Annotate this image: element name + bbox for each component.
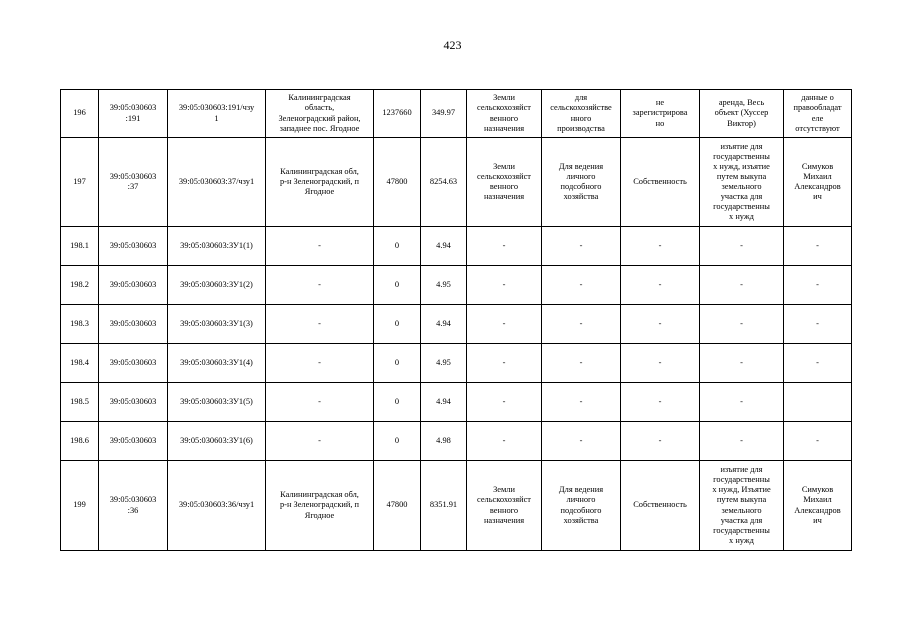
right-holder-cell: - — [784, 305, 852, 344]
cadastral-block-cell: 39:05:030603 :36 — [99, 461, 168, 551]
cadastral-block-cell: 39:05:030603 :37 — [99, 138, 168, 227]
part-area-cell: 4.94 — [421, 383, 467, 422]
total-area-cell: 0 — [374, 344, 421, 383]
cadastral-block-cell: 39:05:030603 — [99, 266, 168, 305]
table-row — [61, 227, 852, 266]
encumbrance-cell: аренда, Весь объект (Хуссер Виктор) — [700, 90, 784, 138]
encumbrance-cell: - — [700, 305, 784, 344]
address-cell: - — [266, 383, 374, 422]
right-type-cell: не зарегистрирова но — [621, 90, 700, 138]
cadastral-block-cell: 39:05:030603 — [99, 305, 168, 344]
part-area-cell: 4.98 — [421, 422, 467, 461]
right-holder-cell: - — [784, 344, 852, 383]
part-area-cell: 4.95 — [421, 266, 467, 305]
total-area-cell: 0 — [374, 422, 421, 461]
encumbrance-cell: - — [700, 383, 784, 422]
cadastral-number-cell: 39:05:030603:ЗУ1(5) — [168, 383, 266, 422]
row-number-cell: 196 — [61, 90, 99, 138]
permitted-use-cell: Для ведения личного подсобного хозяйства — [542, 138, 621, 227]
land-category-cell: - — [467, 266, 542, 305]
right-type-cell: - — [621, 227, 700, 266]
permitted-use-cell: - — [542, 344, 621, 383]
land-category-cell: - — [467, 305, 542, 344]
cadastral-number-cell: 39:05:030603:ЗУ1(6) — [168, 422, 266, 461]
address-cell: Калининградская обл, р-н Зеленоградский, п Ягодное — [266, 461, 374, 551]
part-area-cell: 4.95 — [421, 344, 467, 383]
right-holder-cell — [784, 383, 852, 422]
address-cell: - — [266, 422, 374, 461]
encumbrance-cell: - — [700, 227, 784, 266]
total-area-cell: 0 — [374, 383, 421, 422]
right-holder-cell: Симуков Михаил Александров ич — [784, 138, 852, 227]
row-number-cell: 197 — [61, 138, 99, 227]
table-body — [61, 90, 852, 551]
table-row — [61, 383, 852, 422]
right-holder-cell: - — [784, 266, 852, 305]
cadastral-number-cell: 39:05:030603:ЗУ1(1) — [168, 227, 266, 266]
part-area-cell: 8351.91 — [421, 461, 467, 551]
land-category-cell: Земли сельскохозяйст венного назначения — [467, 138, 542, 227]
right-holder-cell: данные о правообладат еле отсутствуют — [784, 90, 852, 138]
encumbrance-cell: изъятие для государственны х нужд, Изъятие путем выкупа земельного участка для государственны х нужд — [700, 461, 784, 551]
permitted-use-cell: - — [542, 305, 621, 344]
permitted-use-cell: для сельскохозяйстве нного производства — [542, 90, 621, 138]
total-area-cell: 0 — [374, 227, 421, 266]
cadastral-block-cell: 39:05:030603 — [99, 422, 168, 461]
total-area-cell: 47800 — [374, 461, 421, 551]
cadastral-number-cell: 39:05:030603:191/чзу 1 — [168, 90, 266, 138]
part-area-cell: 4.94 — [421, 227, 467, 266]
cadastral-block-cell: 39:05:030603 — [99, 344, 168, 383]
row-number-cell: 198.4 — [61, 344, 99, 383]
permitted-use-cell: - — [542, 227, 621, 266]
address-cell: - — [266, 266, 374, 305]
right-type-cell: Собственность — [621, 461, 700, 551]
land-category-cell: Земли сельскохозяйст венного назначения — [467, 90, 542, 138]
cadastral-block-cell: 39:05:030603 — [99, 227, 168, 266]
cadastral-block-cell: 39:05:030603 :191 — [99, 90, 168, 138]
land-category-cell: - — [467, 227, 542, 266]
row-number-cell: 198.6 — [61, 422, 99, 461]
row-number-cell: 198.3 — [61, 305, 99, 344]
cadastral-number-cell: 39:05:030603:36/чзу1 — [168, 461, 266, 551]
permitted-use-cell: - — [542, 422, 621, 461]
part-area-cell: 8254.63 — [421, 138, 467, 227]
right-type-cell: - — [621, 305, 700, 344]
page-number: 423 — [443, 38, 462, 52]
address-cell: - — [266, 344, 374, 383]
cadastral-number-cell: 39:05:030603:ЗУ1(2) — [168, 266, 266, 305]
table-row — [61, 344, 852, 383]
address-cell: Калининградская область, Зеленоградский район, западнее пос. Ягодное — [266, 90, 374, 138]
encumbrance-cell: - — [700, 422, 784, 461]
part-area-cell: 4.94 — [421, 305, 467, 344]
right-holder-cell: Симуков Михаил Александров ич — [784, 461, 852, 551]
right-holder-cell: - — [784, 227, 852, 266]
right-type-cell: Собственность — [621, 138, 700, 227]
address-cell: Калининградская обл, р-н Зеленоградский, п Ягодное — [266, 138, 374, 227]
right-type-cell: - — [621, 422, 700, 461]
land-category-cell: - — [467, 344, 542, 383]
right-type-cell: - — [621, 344, 700, 383]
row-number-cell: 198.1 — [61, 227, 99, 266]
cadastral-number-cell: 39:05:030603:37/чзу1 — [168, 138, 266, 227]
cadastral-block-cell: 39:05:030603 — [99, 383, 168, 422]
land-category-cell: Земли сельскохозяйст венного назначения — [467, 461, 542, 551]
address-cell: - — [266, 305, 374, 344]
right-type-cell: - — [621, 266, 700, 305]
land-category-cell: - — [467, 383, 542, 422]
table-row — [61, 422, 852, 461]
table-row — [61, 305, 852, 344]
right-holder-cell: - — [784, 422, 852, 461]
row-number-cell: 198.5 — [61, 383, 99, 422]
table-row — [61, 90, 852, 138]
permitted-use-cell: - — [542, 383, 621, 422]
part-area-cell: 349.97 — [421, 90, 467, 138]
land-category-cell: - — [467, 422, 542, 461]
permitted-use-cell: - — [542, 266, 621, 305]
total-area-cell: 0 — [374, 266, 421, 305]
right-type-cell: - — [621, 383, 700, 422]
cadastral-number-cell: 39:05:030603:ЗУ1(4) — [168, 344, 266, 383]
row-number-cell: 199 — [61, 461, 99, 551]
total-area-cell: 0 — [374, 305, 421, 344]
encumbrance-cell: - — [700, 266, 784, 305]
cadastral-number-cell: 39:05:030603:ЗУ1(3) — [168, 305, 266, 344]
table-row — [61, 266, 852, 305]
land-plot-registry-table — [60, 89, 852, 551]
total-area-cell: 1237660 — [374, 90, 421, 138]
encumbrance-cell: - — [700, 344, 784, 383]
address-cell: - — [266, 227, 374, 266]
row-number-cell: 198.2 — [61, 266, 99, 305]
permitted-use-cell: Для ведения личного подсобного хозяйства — [542, 461, 621, 551]
table-row — [61, 138, 852, 227]
encumbrance-cell: изъятие для государственны х нужд, изъятие путем выкупа земельного участка для государственны х нужд — [700, 138, 784, 227]
table-row — [61, 461, 852, 551]
total-area-cell: 47800 — [374, 138, 421, 227]
